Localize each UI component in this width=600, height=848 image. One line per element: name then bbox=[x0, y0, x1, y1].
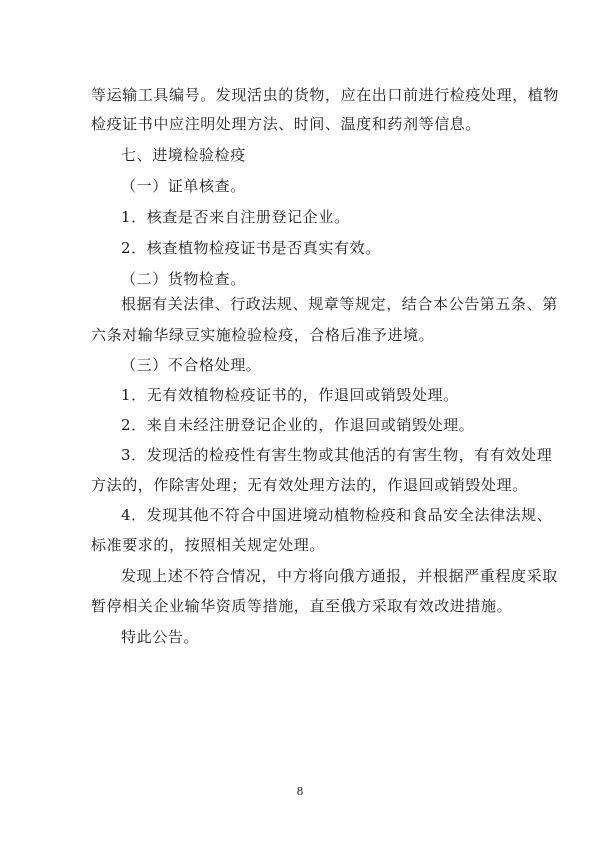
list-item: 2．核查植物检疫证书是否真实有效。 bbox=[121, 239, 381, 257]
paragraph-line: 标准要求的，按照相关规定处理。 bbox=[91, 536, 326, 554]
paragraph-line: 六条对输华绿豆实施检验检疫，合格后准予进境。 bbox=[91, 326, 435, 344]
subsection-heading: （二）货物检查。 bbox=[121, 270, 246, 288]
subsection-heading: （三）不合格处理。 bbox=[121, 356, 262, 374]
paragraph-line: 检疫证书中应注明处理方法、时间、温度和药剂等信息。 bbox=[91, 115, 482, 133]
list-item: 1．核查是否来自注册登记企业。 bbox=[121, 208, 350, 226]
list-item: 1．无有效植物检疫证书的，作退回或销毁处理。 bbox=[121, 386, 459, 404]
paragraph-line: 等运输工具编号。发现活虫的货物，应在出口前进行检疫处理，植物 bbox=[91, 86, 560, 104]
paragraph-line: 暂停相关企业输华资质等措施，直至俄方采取有效改进措施。 bbox=[91, 597, 513, 615]
list-item: 4．发现其他不符合中国进境动植物检疫和食品安全法律法规、 bbox=[121, 506, 553, 524]
paragraph-line: 发现上述不符合情况，中方将向俄方通报，并根据严重程度采取 bbox=[121, 567, 558, 585]
section-heading: 七、进境检验检疫 bbox=[121, 146, 246, 164]
page-number: 8 bbox=[296, 785, 304, 798]
list-item: 2．来自未经注册登记企业的，作退回或销毁处理。 bbox=[121, 416, 475, 434]
paragraph-line: 根据有关法律、行政法规、规章等规定，结合本公告第五条、第 bbox=[121, 295, 558, 313]
list-item: 3．发现活的检疫性有害生物或其他活的有害生物，有有效处理 bbox=[121, 446, 553, 464]
closing-line: 特此公告。 bbox=[121, 628, 200, 646]
paragraph-line: 方法的，作除害处理；无有效处理方法的，作退回或销毁处理。 bbox=[91, 476, 528, 494]
subsection-heading: （一）证单核查。 bbox=[121, 177, 246, 195]
